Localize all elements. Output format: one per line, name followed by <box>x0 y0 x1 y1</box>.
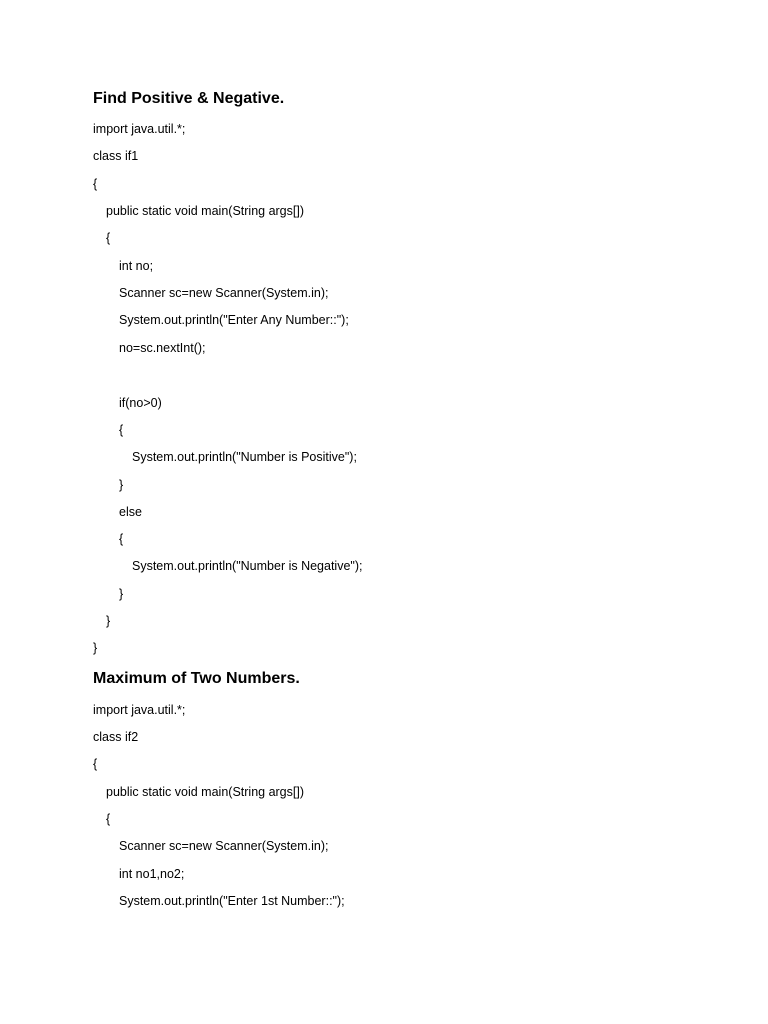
code-line: } <box>119 478 124 492</box>
code-line: import java.util.*; <box>93 122 186 136</box>
code-line: System.out.println("Number is Negative"); <box>132 559 363 573</box>
section-title-maximum-two-numbers: Maximum of Two Numbers. <box>93 670 300 687</box>
code-line: import java.util.*; <box>93 703 186 717</box>
code-line: Scanner sc=new Scanner(System.in); <box>119 839 329 853</box>
code-line: int no; <box>119 259 154 273</box>
code-line: if(no>0) <box>119 396 162 410</box>
code-line: { <box>119 423 124 437</box>
section-title-positive-negative: Find Positive & Negative. <box>93 90 285 107</box>
code-line: { <box>106 231 111 245</box>
code-line: public static void main(String args[]) <box>106 204 304 218</box>
code-line: { <box>119 532 124 546</box>
code-line: System.out.println("Number is Positive"); <box>132 450 357 464</box>
code-line: System.out.println("Enter Any Number::"); <box>119 313 349 327</box>
code-line: } <box>119 587 124 601</box>
code-line: System.out.println("Enter 1st Number::"); <box>119 894 345 908</box>
code-line: else <box>119 505 142 519</box>
code-line: { <box>106 812 111 826</box>
code-line: no=sc.nextInt(); <box>119 341 206 355</box>
code-line: class if1 <box>93 149 139 163</box>
code-line: public static void main(String args[]) <box>106 785 304 799</box>
code-line: { <box>93 757 98 771</box>
code-line: class if2 <box>93 730 139 744</box>
code-line: Scanner sc=new Scanner(System.in); <box>119 286 329 300</box>
code-line: } <box>93 641 98 655</box>
code-line: { <box>93 177 98 191</box>
code-line: int no1,no2; <box>119 867 185 881</box>
code-line: } <box>106 614 111 628</box>
